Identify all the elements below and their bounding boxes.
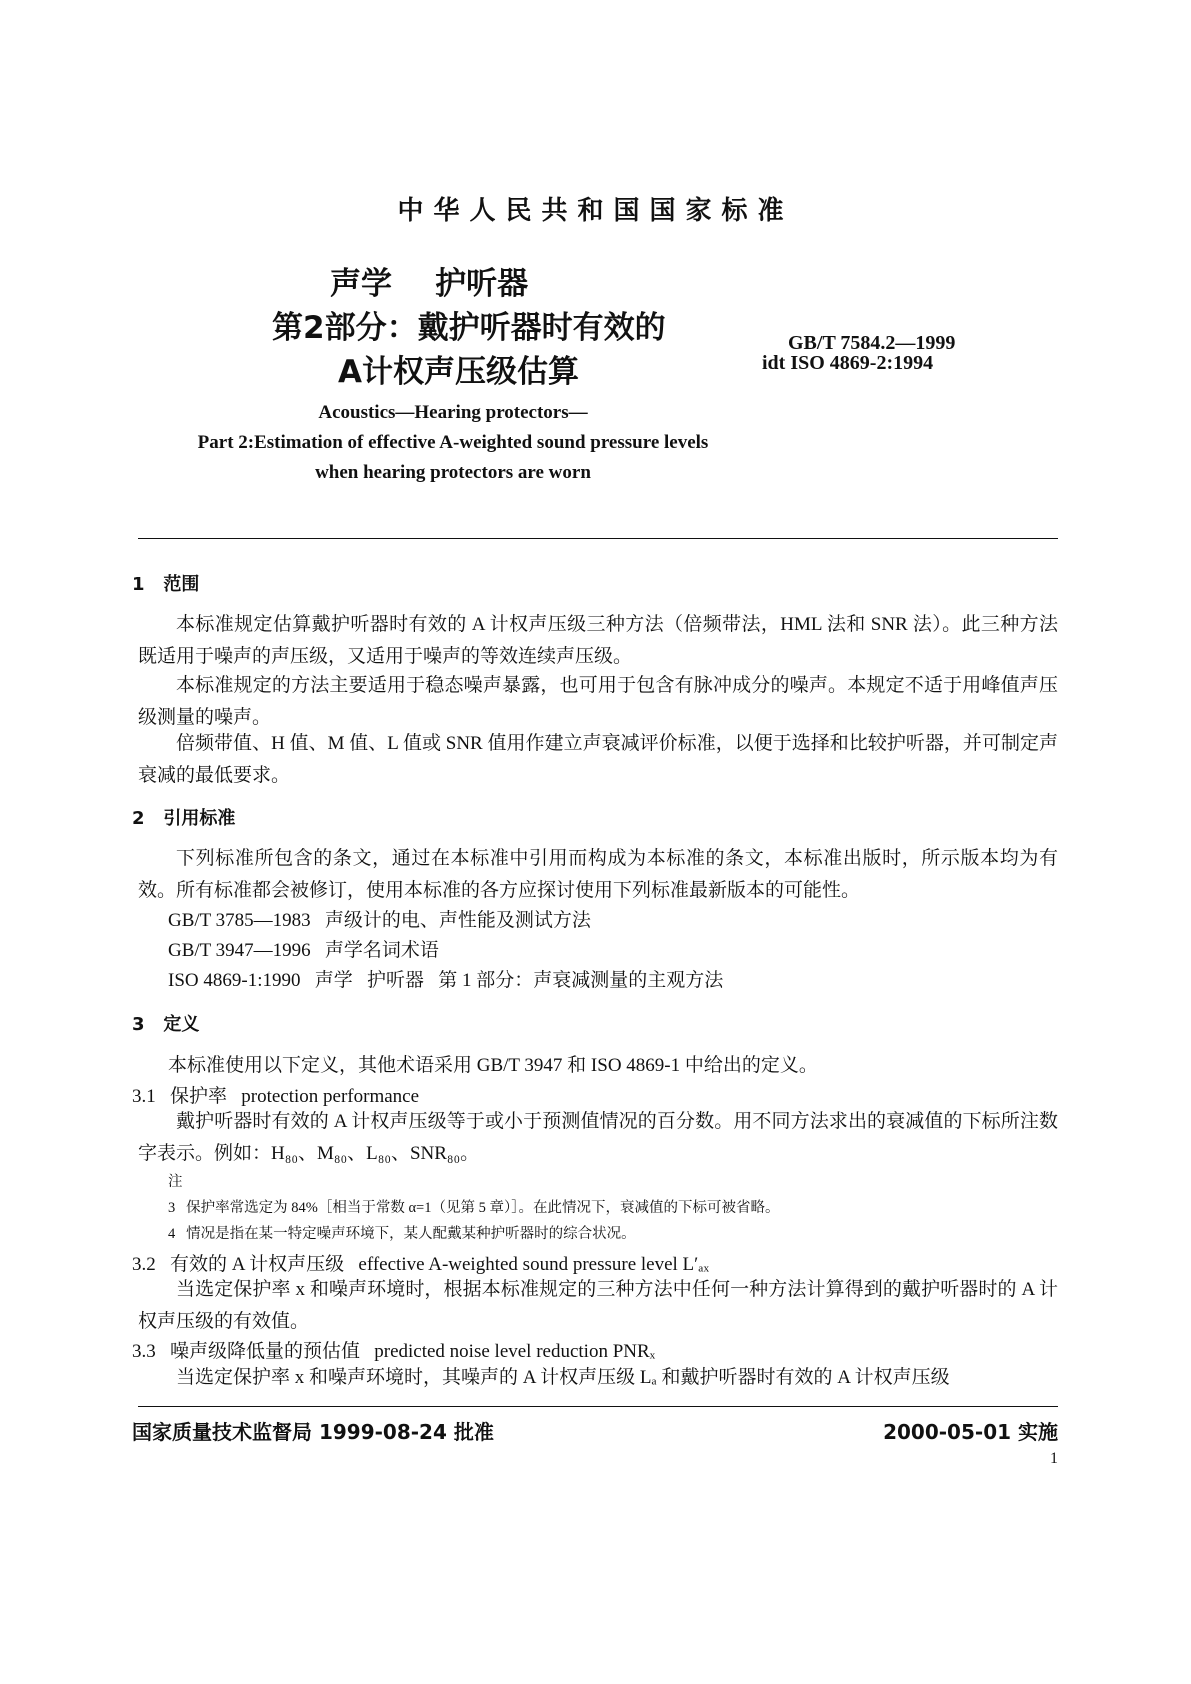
definition-3-3-text: 当选定保护率 x 和噪声环境时，其噪声的 A 计权声压级 Lₐ 和戴护听器时有效的 A 计权声压级: [176, 1367, 950, 1388]
english-title-line-2: Part 2:Estimation of effective A-weighted sound pressure levels: [197, 432, 709, 453]
note-3: 3 保护率常选定为 84%［相当于常数 α=1（见第 5 章）］。在此情况下，衰减值的下标可被省略。: [168, 1200, 780, 1216]
footer-divider: [138, 1406, 1058, 1407]
section-1-para-3: 倍频带值、H 值、M 值、L 值或 SNR 值用作建立声衰减评价标准，以便于选择和比较护听器，并可制定声衰减的最低要求。: [138, 733, 1058, 786]
definition-3-1-text: 戴护听器时有效的 A 计权声压级等于或小于预测值情况的百分数。用不同方法求出的衰减值的下标所注数字表示。例如：H₈₀、M₈₀、L₈₀、SNR₈₀。: [138, 1111, 1058, 1164]
definition-3-2-text: 当选定保护率 x 和噪声环境时，根据本标准规定的三种方法中任何一种方法计算得到的戴护听器时的 A 计权声压级的有效值。: [138, 1279, 1058, 1332]
section-1-heading: 1 范围: [132, 574, 200, 595]
standard-number-text: GB/T 7584.2—1999: [788, 332, 956, 354]
section-3-para-1: 本标准使用以下定义，其他术语采用 GB/T 3947 和 ISO 4869-1 中给出的定义。: [168, 1055, 818, 1076]
reference-item-3: ISO 4869-1:1990 声学 护听器 第 1 部分：声衰减测量的主观方法: [168, 970, 724, 991]
note-4: 4 情况是指在某一特定噪声环境下，某人配戴某种护听器时的综合状况。: [168, 1226, 636, 1242]
section-2-para-1: 下列标准所包含的条文，通过在本标准中引用而构成为本标准的条文，本标准出版时，所示版本均为有效。所有标准都会被修订，使用本标准的各方应探讨使用下列标准最新版本的可能性。: [138, 848, 1058, 901]
title-line-3: A计权声压级估算: [338, 354, 579, 390]
title-line-2: 第2部分：戴护听器时有效的: [272, 310, 666, 346]
definition-3-1-title: 3.1 保护率 protection performance: [132, 1086, 420, 1107]
reference-item-1: GB/T 3785—1983 声级计的电、声性能及测试方法: [168, 910, 591, 931]
section-2-heading: 2 引用标准: [132, 808, 236, 829]
section-3-heading: 3 定义: [132, 1014, 200, 1035]
definition-3-3-title: 3.3 噪声级降低量的预估值 predicted noise level reduction PNRₓ: [132, 1341, 656, 1362]
approval-date: 国家质量技术监督局 1999-08-24 批准: [132, 1420, 494, 1444]
national-standard-header: 中华人民共和国国家标准: [397, 196, 794, 226]
title-line-1: 声学 护听器: [330, 266, 529, 302]
english-title-line-1: Acoustics—Hearing protectors—: [318, 402, 588, 423]
english-title-line-3: when hearing protectors are worn: [315, 462, 591, 483]
standard-idt-text: idt ISO 4869-2:1994: [762, 352, 934, 374]
page-number: 1: [1050, 1450, 1058, 1467]
section-1-para-2: 本标准规定的方法主要适用于稳态噪声暴露，也可用于包含有脉冲成分的噪声。本规定不适于用峰值声压级测量的噪声。: [138, 675, 1058, 728]
definition-3-2-title: 3.2 有效的 A 计权声压级 effective A-weighted sound pressure level L′ₐₓ: [132, 1254, 710, 1275]
reference-item-2: GB/T 3947—1996 声学名词术语: [168, 940, 439, 961]
implementation-date: 2000-05-01 实施: [883, 1420, 1058, 1444]
standard-idt: [762, 350, 933, 375]
note-label: 注: [168, 1174, 183, 1190]
header-divider: [138, 538, 1058, 539]
section-1-para-1: 本标准规定估算戴护听器时有效的 A 计权声压级三种方法（倍频带法，HML 法和 SNR 法）。此三种方法既适用于噪声的声压级，又适用于噪声的等效连续声压级。: [138, 614, 1058, 667]
